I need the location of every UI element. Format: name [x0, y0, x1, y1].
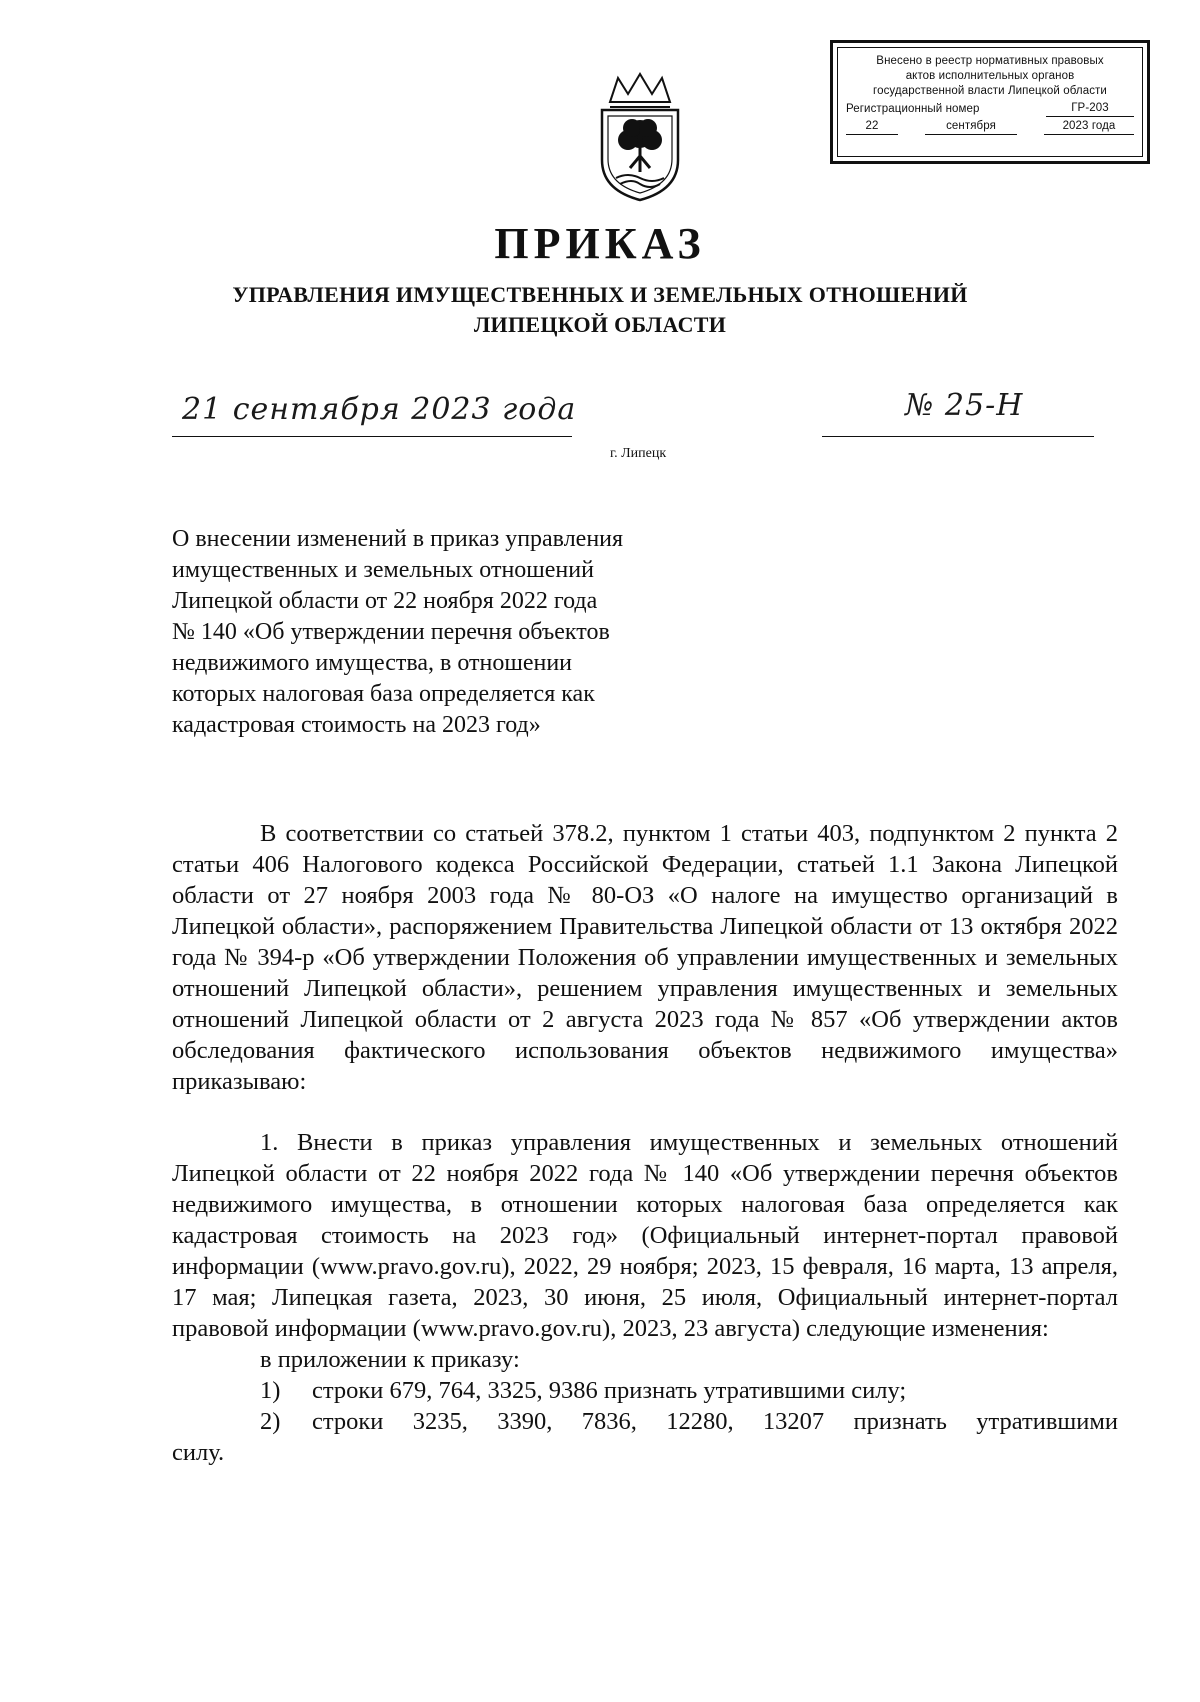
list-item	[172, 1375, 1118, 1406]
subject-line: которых налоговая база определяется как	[172, 681, 595, 707]
subject-line: № 140 «Об утверждении перечня объектов	[172, 619, 610, 645]
document-title: ПРИКАЗ	[494, 219, 706, 268]
list-item-text: строки 679, 764, 3325, 9386 признать утратившими силу;	[312, 1377, 907, 1404]
stamp-reg-number: ГР-203	[1046, 101, 1134, 117]
list-item-text: строки 3235, 3390, 7836, 12280, 13207 признать утратившими	[312, 1408, 1118, 1435]
stamp-reg-label: Регистрационный номер	[846, 103, 980, 115]
stamp-line-1: Внесено в реестр нормативных правовых	[876, 55, 1104, 67]
document-body	[172, 818, 1118, 1468]
stamp-day: 22	[846, 119, 898, 135]
registry-stamp	[830, 40, 1150, 164]
preamble-paragraph: В соответствии со статьей 378.2, пунктом 1 статьи 403, подпунктом 2 пункта 2 статьи 406 Налогового кодекса Российской Федерации, статьей 1.1 Закона Липецкой области от 27 ноября 2003 года № 80-ОЗ «О налоге на имущество организаций в Липецкой области», распоряжением Правительства Липецкой области от 13 октября 2022 года № 394-р «Об утверждении Положения об управлении имущественных и земельных отношений Липецкой области», решением управления имущественных и земельных отношений Липецкой области от 2 августа 2023 года № 857 «Об утверждении актов обследования фактического использования объектов недвижимого имущества» приказываю:	[172, 820, 1118, 1095]
stamp-month: сентября	[925, 119, 1017, 135]
date-underline	[172, 436, 572, 437]
item-continuation: силу.	[172, 1439, 225, 1466]
stamp-year: 2023 года	[1044, 119, 1134, 135]
stamp-registration-row	[846, 101, 1134, 117]
list-item	[172, 1406, 1118, 1437]
subject-block	[172, 524, 732, 741]
stamp-line-2: актов исполнительных органов	[905, 70, 1075, 82]
list-item-number: 1)	[260, 1377, 281, 1404]
point-1-paragraph: 1. Внести в приказ управления имущественных и земельных отношений Липецкой области от 22 ноября 2022 года № 140 «Об утверждении перечня объектов недвижимого имущества, в отношении которых налоговая база определяется как кадастровая стоимость на 2023 год» (Официальный интернет-портал правовой информации (www.pravo.gov.ru), 2022, 29 ноября; 2023, 15 февраля, 16 марта, 13 апреля, 17 мая; Липецкая газета, 2023, 30 июня, 25 июля, Официальный интернет-портал правовой информации (www.pravo.gov.ru), 2023, 23 августа) следующие изменения:	[172, 1129, 1118, 1342]
city-label: г. Липецк	[610, 446, 667, 461]
handwritten-date: 21 сентября 2023 года	[182, 392, 577, 427]
subject-line: имущественных и земельных отношений	[172, 557, 594, 583]
lipetsk-coat-of-arms-icon	[588, 72, 692, 202]
issuing-authority-line-2: ЛИПЕЦКОЙ ОБЛАСТИ	[473, 312, 727, 337]
stamp-line-3: государственной власти Липецкой области	[873, 85, 1107, 97]
subject-line: кадастровая стоимость на 2023 год»	[172, 712, 541, 738]
registry-stamp-inner	[837, 47, 1143, 157]
issuing-authority-line-1: УПРАВЛЕНИЯ ИМУЩЕСТВЕННЫХ И ЗЕМЕЛЬНЫХ ОТНОШЕНИЙ	[232, 282, 968, 307]
list-item-number: 2)	[260, 1408, 281, 1435]
stamp-date-row	[846, 119, 1134, 135]
number-underline	[822, 436, 1094, 437]
subject-line: Липецкой области от 22 ноября 2022 года	[172, 588, 598, 614]
handwritten-number: № 25-Н	[905, 388, 1024, 423]
subject-line: недвижимого имущества, в отношении	[172, 650, 573, 676]
appendix-intro: в приложении к приказу:	[260, 1346, 520, 1373]
subject-line: О внесении изменений в приказ управления	[172, 526, 624, 552]
issuing-authority	[0, 280, 1200, 340]
